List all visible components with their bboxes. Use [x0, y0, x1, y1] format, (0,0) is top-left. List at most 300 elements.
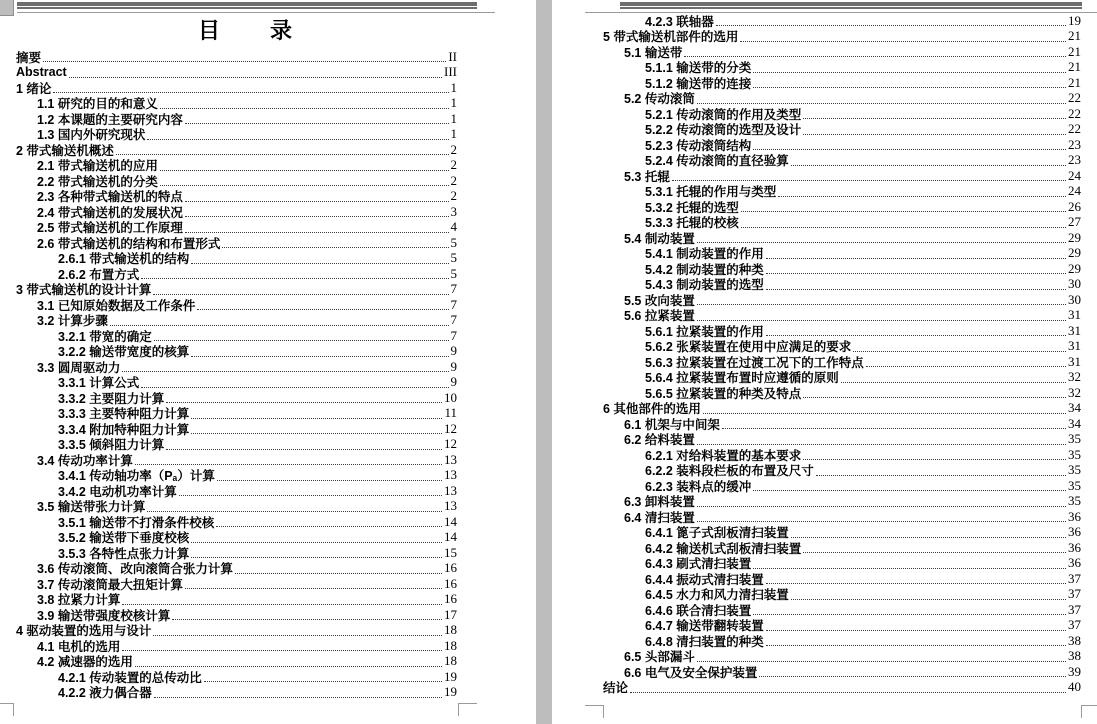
toc-entry-label: 6.4.1 篦子式刮板清扫装置 — [645, 526, 789, 541]
page-edge-notch — [0, 0, 14, 16]
toc-entry[interactable] — [603, 261, 1081, 277]
toc-title[interactable]: 目 录 — [197, 18, 294, 43]
toc-entry-label: 6.2 给料装置 — [624, 433, 695, 448]
toc-entry[interactable] — [16, 80, 457, 96]
toc-entry-label: 5.6.2 张紧装置在使用中应满足的要求 — [645, 340, 852, 355]
toc-leader-dots — [172, 609, 442, 620]
toc-entry-label: 3.2.1 带宽的确定 — [58, 329, 152, 344]
toc-entry[interactable] — [603, 122, 1081, 138]
toc-leader-dots — [153, 284, 448, 295]
toc-leader-dots — [766, 635, 1066, 646]
toc-page-number: 12 — [444, 420, 457, 436]
toc-leader-dots — [191, 253, 448, 264]
toc-entry-label: 5.3.3 托辊的校核 — [645, 216, 739, 231]
toc-entry-label: 6.4.7 输送带翻转装置 — [645, 619, 764, 634]
toc-list-right — [603, 13, 1081, 695]
toc-leader-dots — [160, 160, 449, 171]
toc-page-number: 3 — [450, 203, 457, 219]
toc-page-number: 21 — [1068, 43, 1081, 59]
toc-entry[interactable] — [603, 215, 1081, 231]
corner-mark — [13, 703, 14, 716]
toc-leader-dots — [753, 62, 1066, 73]
toc-leader-dots — [204, 671, 442, 682]
toc-entry[interactable] — [603, 246, 1081, 262]
toc-entry[interactable] — [603, 680, 1081, 696]
toc-entry-label: 6.2.2 装料段栏板的布置及尺寸 — [645, 464, 814, 479]
toc-entry[interactable] — [603, 44, 1081, 60]
toc-entry[interactable] — [16, 576, 457, 592]
toc-entry[interactable] — [603, 540, 1081, 556]
toc-entry-label: 5.2.1 传动滚筒的作用及类型 — [645, 107, 802, 122]
toc-page-number: 38 — [1068, 632, 1081, 648]
toc-entry[interactable] — [16, 375, 457, 391]
toc-leader-dots — [43, 51, 446, 62]
toc-entry-label: 2 带式输送机概述 — [16, 143, 114, 158]
toc-page-number: 16 — [444, 591, 457, 607]
toc-page-number: 9 — [450, 358, 457, 374]
toc-leader-dots — [191, 532, 442, 543]
toc-page-number: 36 — [1068, 524, 1081, 540]
toc-page-number: 16 — [444, 575, 457, 591]
toc-entry-label: 2.2 带式输送机的分类 — [37, 174, 158, 189]
toc-entry-label: 3.1 已知原始数据及工作条件 — [37, 298, 196, 313]
toc-leader-dots — [791, 155, 1066, 166]
toc-entry[interactable] — [16, 530, 457, 546]
toc-leader-dots — [135, 454, 442, 465]
toc-entry[interactable] — [603, 308, 1081, 324]
toc-page-number: 29 — [1068, 229, 1081, 245]
toc-page-number: 10 — [444, 389, 457, 405]
toc-entry-label: 3.4.2 电动机功率计算 — [58, 484, 177, 499]
toc-page-number: 13 — [444, 482, 457, 498]
toc-entry-label: 5.5 改向装置 — [624, 293, 695, 308]
toc-entry-label: 5.6.3 拉紧装置在过渡工况下的工作特点 — [645, 355, 864, 370]
toc-leader-dots — [185, 578, 442, 589]
toc-entry-label: 3.5.2 输送带下垂度校核 — [58, 531, 190, 546]
toc-entry[interactable] — [16, 514, 457, 530]
toc-page-number: 36 — [1068, 539, 1081, 555]
toc-leader-dots — [753, 480, 1066, 491]
toc-entry[interactable] — [16, 468, 457, 484]
toc-page-number: 2 — [450, 141, 457, 157]
toc-entry[interactable] — [603, 75, 1081, 91]
toc-entry[interactable] — [16, 65, 457, 81]
toc-page-number: 18 — [444, 637, 457, 653]
toc-page-number: 29 — [1068, 245, 1081, 261]
toc-entry[interactable] — [16, 669, 457, 685]
toc-page-number: 1 — [450, 79, 457, 95]
toc-entry[interactable] — [603, 29, 1081, 45]
toc-page-number: 31 — [1068, 338, 1081, 354]
toc-entry-label: 3.9 输送带强度校核计算 — [37, 608, 171, 623]
toc-entry-label: 4 驱动装置的选用与设计 — [16, 624, 152, 639]
toc-leader-dots — [191, 408, 442, 419]
toc-entry-label: 6.4.8 清扫装置的种类 — [645, 634, 764, 649]
toc-entry[interactable] — [16, 638, 457, 654]
toc-entry[interactable] — [16, 654, 457, 670]
toc-entry-label: 3.2 计算步骤 — [37, 314, 108, 329]
toc-leader-dots — [841, 372, 1066, 383]
toc-entry-label: 5.2.3 传动滚筒结构 — [645, 138, 752, 153]
toc-entry[interactable] — [16, 685, 457, 701]
toc-page-number: 7 — [450, 312, 457, 328]
toc-entry[interactable] — [16, 561, 457, 577]
toc-leader-dots — [803, 449, 1066, 460]
toc-page-number: 36 — [1068, 508, 1081, 524]
toc-entry[interactable] — [603, 447, 1081, 463]
toc-entry-label: 3.6 传动滚筒、改向滚筒合张力计算 — [37, 562, 233, 577]
toc-leader-dots — [235, 563, 442, 574]
toc-entry-label: 3.4 传动功率计算 — [37, 453, 133, 468]
toc-entry-label: 结论 — [603, 681, 629, 696]
toc-list-left — [16, 49, 457, 700]
toc-page-number: 37 — [1068, 617, 1081, 633]
toc-page-number: 7 — [450, 327, 457, 343]
toc-page-number: 31 — [1068, 307, 1081, 323]
toc-leader-dots — [697, 434, 1066, 445]
toc-page-number: 38 — [1068, 648, 1081, 664]
toc-page-number: 37 — [1068, 570, 1081, 586]
toc-leader-dots — [116, 144, 449, 155]
toc-entry-label: 6.5 头部漏斗 — [624, 650, 695, 665]
toc-entry-label: 5.4 制动装置 — [624, 231, 695, 246]
toc-leader-dots — [697, 294, 1066, 305]
toc-leader-dots — [147, 501, 442, 512]
toc-entry[interactable] — [603, 277, 1081, 293]
toc-entry-label: 5.6.4 拉紧装置布置时应遵循的原则 — [645, 371, 839, 386]
toc-entry-label: 5.2 传动滚筒 — [624, 92, 695, 107]
toc-page-number: 19 — [1068, 12, 1081, 28]
toc-page-number: 23 — [1068, 136, 1081, 152]
toc-leader-dots — [135, 656, 442, 667]
toc-entry[interactable] — [603, 91, 1081, 107]
toc-leader-dots — [122, 361, 448, 372]
toc-entry[interactable] — [603, 432, 1081, 448]
toc-leader-dots — [110, 315, 449, 326]
corner-mark — [1081, 705, 1097, 706]
toc-page-number: 9 — [450, 343, 457, 359]
toc-leader-dots — [153, 625, 442, 636]
corner-mark — [0, 703, 13, 704]
toc-entry[interactable] — [603, 618, 1081, 634]
toc-leader-dots — [185, 113, 449, 124]
toc-entry[interactable] — [603, 323, 1081, 339]
toc-entry[interactable] — [603, 587, 1081, 603]
toc-leader-dots — [684, 46, 1066, 57]
toc-page-number: 24 — [1068, 167, 1081, 183]
toc-entry-label: 5.2.2 传动滚筒的选型及设计 — [645, 123, 802, 138]
toc-leader-dots — [122, 640, 442, 651]
toc-entry[interactable] — [16, 158, 457, 174]
page-left — [0, 0, 536, 724]
toc-entry[interactable] — [603, 509, 1081, 525]
toc-entry-label: 5.2.4 传动滚筒的直径验算 — [645, 154, 789, 169]
toc-page-number: 31 — [1068, 322, 1081, 338]
toc-leader-dots — [759, 666, 1066, 677]
toc-leader-dots — [803, 124, 1066, 135]
toc-leader-dots — [179, 485, 442, 496]
toc-entry-label: Abstract — [16, 65, 67, 80]
toc-leader-dots — [722, 418, 1066, 429]
toc-page-number: 15 — [444, 544, 457, 560]
page-gutter — [536, 0, 552, 724]
toc-page-number: 31 — [1068, 353, 1081, 369]
toc-entry-label: 5.6.1 拉紧装置的作用 — [645, 324, 764, 339]
toc-entry-label: 3.3.3 主要特种阻力计算 — [58, 407, 190, 422]
toc-entry-label: 6.1 机架与中间架 — [624, 417, 720, 432]
toc-page-number: 32 — [1068, 369, 1081, 385]
toc-entry[interactable] — [603, 370, 1081, 386]
toc-entry[interactable] — [16, 623, 457, 639]
toc-entry-label: 1.2 本课题的主要研究内容 — [37, 112, 183, 127]
toc-entry[interactable] — [603, 106, 1081, 122]
toc-leader-dots — [216, 516, 442, 527]
toc-page-number: 14 — [444, 529, 457, 545]
toc-entry-label: 摘要 — [16, 50, 42, 65]
toc-page-number: 14 — [444, 513, 457, 529]
toc-entry-label: 4.1 电机的选用 — [37, 639, 121, 654]
toc-entry-label: 5.4.2 制动装置的种类 — [645, 262, 764, 277]
toc-entry-label: 5.1.1 输送带的分类 — [645, 61, 752, 76]
toc-leader-dots — [166, 439, 442, 450]
toc-page-number: 35 — [1068, 446, 1081, 462]
toc-entry[interactable] — [16, 251, 457, 267]
toc-entry-label: 6.2.3 装料点的缓冲 — [645, 479, 752, 494]
toc-entry-label: 3.3 圆周驱动力 — [37, 360, 121, 375]
toc-entry-label: 6.4 清扫装置 — [624, 510, 695, 525]
toc-entry[interactable] — [16, 545, 457, 561]
toc-entry-label: 5.3.2 托辊的选型 — [645, 200, 739, 215]
toc-page-number: 26 — [1068, 198, 1081, 214]
toc-entry[interactable] — [603, 416, 1081, 432]
toc-entry[interactable] — [16, 406, 457, 422]
toc-entry-label: 3.8 拉紧力计算 — [37, 593, 121, 608]
toc-leader-dots — [803, 387, 1066, 398]
toc-entry[interactable] — [603, 649, 1081, 665]
toc-entry-label: 3.5 输送带张力计算 — [37, 500, 146, 515]
toc-leader-dots — [185, 206, 449, 217]
toc-entry[interactable] — [16, 173, 457, 189]
toc-entry-label: 5.4.3 制动装置的选型 — [645, 278, 764, 293]
toc-page-number: 16 — [444, 560, 457, 576]
corner-mark — [585, 705, 603, 706]
toc-page-number: 2 — [450, 157, 457, 173]
toc-entry[interactable] — [16, 592, 457, 608]
toc-entry[interactable] — [603, 339, 1081, 355]
toc-entry[interactable] — [16, 390, 457, 406]
toc-entry[interactable] — [16, 111, 457, 127]
toc-page-number: 37 — [1068, 586, 1081, 602]
toc-leader-dots — [753, 77, 1066, 88]
toc-page-number: 21 — [1068, 28, 1081, 44]
toc-entry[interactable] — [603, 230, 1081, 246]
toc-entry-label: 6.4.4 振动式清扫装置 — [645, 572, 764, 587]
toc-entry[interactable] — [16, 328, 457, 344]
toc-entry[interactable] — [603, 354, 1081, 370]
toc-leader-dots — [141, 377, 448, 388]
toc-entry-label: 3.4.1 传动轴功率（Pₐ）计算 — [58, 469, 215, 484]
toc-entry[interactable] — [603, 602, 1081, 618]
toc-entry[interactable] — [603, 525, 1081, 541]
toc-entry[interactable] — [603, 478, 1081, 494]
toc-entry[interactable] — [603, 13, 1081, 29]
toc-page-number: 21 — [1068, 74, 1081, 90]
toc-entry[interactable] — [16, 344, 457, 360]
toc-page-number: 37 — [1068, 601, 1081, 617]
toc-leader-dots — [766, 263, 1066, 274]
toc-leader-dots — [766, 325, 1066, 336]
toc-entry[interactable] — [603, 494, 1081, 510]
toc-leader-dots — [154, 330, 449, 341]
toc-entry-label: 3 带式输送机的设计计算 — [16, 283, 152, 298]
toc-entry[interactable] — [16, 96, 457, 112]
toc-leader-dots — [222, 237, 448, 248]
toc-leader-dots — [753, 558, 1066, 569]
toc-entry[interactable] — [603, 137, 1081, 153]
toc-leader-dots — [753, 139, 1066, 150]
toc-entry-label: 6 其他部件的选用 — [603, 402, 701, 417]
toc-leader-dots — [741, 217, 1066, 228]
toc-entry-label: 5.1.2 输送带的连接 — [645, 76, 752, 91]
page-right — [552, 0, 1097, 724]
toc-page-number: 1 — [450, 95, 457, 111]
toc-entry[interactable] — [16, 220, 457, 236]
toc-page-number: 22 — [1068, 90, 1081, 106]
toc-entry[interactable] — [16, 142, 457, 158]
toc-entry[interactable] — [16, 282, 457, 298]
toc-entry[interactable] — [603, 571, 1081, 587]
toc-page-number: 36 — [1068, 555, 1081, 571]
toc-entry-label: 6.4.2 输送机式刮板清扫装置 — [645, 541, 802, 556]
toc-leader-dots — [778, 186, 1066, 197]
toc-leader-dots — [716, 15, 1066, 26]
toc-entry-label: 2.5 带式输送机的工作原理 — [37, 221, 183, 236]
toc-leader-dots — [697, 232, 1066, 243]
corner-mark — [603, 705, 604, 718]
toc-entry-label: 2.1 带式输送机的应用 — [37, 159, 158, 174]
toc-entry-label: 3.5.3 各特性点张力计算 — [58, 546, 190, 561]
toc-page-number: 17 — [444, 606, 457, 622]
toc-entry-label: 2.3 各种带式输送机的特点 — [37, 190, 183, 205]
toc-entry-label: 4.2.2 液力偶合器 — [58, 686, 152, 701]
toc-entry[interactable] — [603, 556, 1081, 572]
toc-entry[interactable] — [603, 292, 1081, 308]
toc-leader-dots — [697, 93, 1066, 104]
toc-entry-label: 3.3.1 计算公式 — [58, 376, 140, 391]
toc-page-number: 29 — [1068, 260, 1081, 276]
toc-entry[interactable] — [16, 607, 457, 623]
toc-entry-label: 3.3.5 倾斜阻力计算 — [58, 438, 165, 453]
text-boundary-line — [17, 12, 495, 13]
toc-entry[interactable] — [16, 313, 457, 329]
toc-leader-dots — [766, 248, 1066, 259]
toc-leader-dots — [69, 67, 442, 78]
toc-entry[interactable] — [603, 153, 1081, 169]
toc-entry[interactable] — [16, 235, 457, 251]
toc-entry[interactable] — [16, 499, 457, 515]
toc-page-number: 2 — [450, 188, 457, 204]
toc-leader-dots — [217, 470, 442, 481]
toc-entry-label: 5.3 托辊 — [624, 169, 670, 184]
toc-entry-label: 2.4 带式输送机的发展状况 — [37, 205, 183, 220]
toc-leader-dots — [147, 129, 448, 140]
toc-leader-dots — [697, 310, 1066, 321]
toc-entry[interactable] — [16, 359, 457, 375]
toc-page-number: 24 — [1068, 183, 1081, 199]
toc-page-number: 2 — [450, 172, 457, 188]
corner-mark — [458, 703, 459, 716]
toc-leader-dots — [672, 170, 1066, 181]
toc-entry[interactable] — [603, 463, 1081, 479]
toc-entry-label: 4.2.1 传动装置的总传动比 — [58, 670, 202, 685]
toc-entry[interactable] — [603, 184, 1081, 200]
toc-entry[interactable] — [16, 297, 457, 313]
toc-page-number: 5 — [450, 265, 457, 281]
toc-page-number: 34 — [1068, 400, 1081, 416]
toc-entry[interactable] — [16, 452, 457, 468]
toc-leader-dots — [791, 527, 1066, 538]
toc-entry[interactable] — [603, 401, 1081, 417]
toc-page-number: 22 — [1068, 121, 1081, 137]
toc-entry-label: 5.4.1 制动装置的作用 — [645, 247, 764, 262]
toc-page-number: 39 — [1068, 663, 1081, 679]
toc-entry-label: 5.1 输送带 — [624, 45, 683, 60]
header-separator-bar — [17, 2, 477, 9]
toc-entry-label: 1 绪论 — [16, 81, 52, 96]
toc-leader-dots — [166, 392, 442, 403]
toc-page-number: 32 — [1068, 384, 1081, 400]
toc-leader-dots — [122, 594, 442, 605]
toc-entry[interactable] — [16, 483, 457, 499]
toc-page-number: 21 — [1068, 59, 1081, 75]
toc-entry[interactable] — [16, 204, 457, 220]
toc-entry[interactable] — [16, 266, 457, 282]
toc-entry[interactable] — [16, 437, 457, 453]
toc-entry[interactable] — [603, 664, 1081, 680]
toc-leader-dots — [185, 191, 449, 202]
toc-page-number: 30 — [1068, 291, 1081, 307]
toc-entry[interactable] — [16, 189, 457, 205]
toc-entry-label: 5 带式输送机部件的选用 — [603, 30, 739, 45]
toc-entry-label: 3.3.2 主要阻力计算 — [58, 391, 165, 406]
toc-leader-dots — [154, 687, 442, 698]
toc-entry-label: 6.3 卸料装置 — [624, 495, 695, 510]
toc-entry-label: 1.1 研究的目的和意义 — [37, 97, 158, 112]
toc-page-number: 1 — [450, 126, 457, 142]
toc-page-number: 13 — [444, 451, 457, 467]
toc-entry-label: 2.6.2 布置方式 — [58, 267, 140, 282]
toc-page-number: 13 — [444, 498, 457, 514]
toc-page-number: 4 — [450, 219, 457, 235]
toc-page-number: 9 — [450, 374, 457, 390]
toc-entry[interactable] — [603, 199, 1081, 215]
toc-page-number: 23 — [1068, 152, 1081, 168]
toc-entry-label: 4.2 减速器的选用 — [37, 655, 133, 670]
toc-entry[interactable] — [16, 127, 457, 143]
toc-page-number: 18 — [444, 622, 457, 638]
toc-entry[interactable] — [603, 60, 1081, 76]
toc-entry[interactable] — [603, 385, 1081, 401]
toc-entry[interactable] — [603, 633, 1081, 649]
toc-page-number: II — [448, 48, 457, 64]
toc-leader-dots — [853, 341, 1066, 352]
toc-page-number: 18 — [444, 653, 457, 669]
toc-page-number: 40 — [1068, 679, 1081, 695]
toc-entry[interactable] — [16, 49, 457, 65]
toc-entry[interactable] — [603, 168, 1081, 184]
toc-leader-dots — [766, 279, 1066, 290]
toc-entry[interactable] — [16, 421, 457, 437]
